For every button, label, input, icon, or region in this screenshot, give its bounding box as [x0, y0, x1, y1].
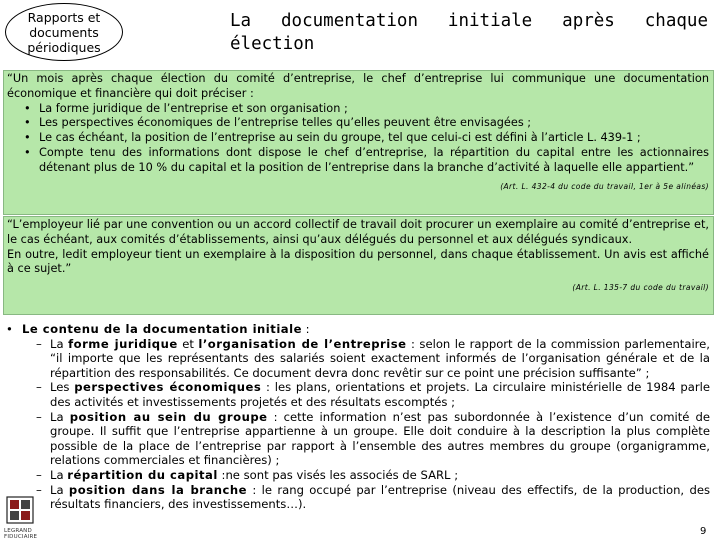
item-text: : le rang occupé par l’entreprise (niveau des effectifs, de la production, des résultats financiers, des investissements…). — [50, 482, 710, 512]
list-item: • Compte tenu des informations dont dispose le chef d’entreprise, la répartition du capital entre les actionnaires détenant plus de 10 % du capital et la position de l’entreprise dans la branche d’activité à laquelle elle appartient.” — [39, 146, 709, 176]
item-bold: position dans la branche — [68, 482, 248, 497]
item-text: :ne sont pas visés les associés de SARL ; — [217, 467, 459, 482]
item-bold: forme juridique — [68, 336, 178, 351]
item-bold: répartition du capital — [67, 467, 218, 482]
item-text: et — [177, 336, 199, 351]
item-text: : cette information n’est pas subordonnée à l’existence d’un comité de groupe. Il suffit que l’entreprise appartienne à un groupe. Elle doit conduire à la description la plus complète possible de la place de l’entreprise par rapport à l’ensemble des autres membres du groupe (organigramme, relations commerciales et financières) ; — [50, 409, 711, 468]
section-label: Rapports et documents périodiques — [27, 9, 101, 55]
list-item — [50, 483, 710, 512]
content-section — [6, 322, 710, 512]
list-item: • Les perspectives économiques de l’entreprise telles qu’elles peuvent être envisagées ; — [39, 116, 709, 131]
item-text: : selon le rapport de la commission parlementaire, “il importe que les représentants des salariés soient exactement informés de l’organisation générale et de la répartition des responsabilités. Ce document devra donc revêtir sur ce point une précision suffisante” ; — [50, 336, 710, 380]
quote-list — [7, 102, 709, 176]
list-item — [50, 337, 710, 381]
legal-quote-box — [3, 216, 714, 315]
item-bold: l’organisation de l’entreprise — [198, 336, 407, 351]
list-item: • La forme juridique de l’entreprise et son organisation ; — [39, 102, 709, 117]
list-item — [50, 380, 710, 409]
item-text: : les plans, orientations et projets. La circulaire ministérielle de 1984 parle des activités et investissements projetés et des résultats escomptés ; — [50, 380, 710, 409]
item-text: Les — [50, 380, 75, 395]
legal-quote-box — [3, 70, 714, 215]
item-bold: perspectives économiques — [74, 380, 262, 395]
quote-paragraph: “L’employeur lié par une convention ou un accord collectif de travail doit procurer un exemplaire au comité d’entreprise et, le cas échéant, aux comités d’établissements, ainsi qu’aux délégués du personnel et aux délégués syndicaux. — [7, 218, 709, 246]
item-text: La — [50, 482, 69, 497]
section-heading — [6, 322, 710, 337]
logo-mark-icon — [6, 496, 34, 526]
section-oval — [5, 3, 123, 61]
item-text: La — [50, 409, 70, 424]
legal-reference: (Art. L. 135-7 du code du travail) — [572, 283, 709, 293]
item-bold: position au sein du groupe — [69, 409, 268, 424]
page-number: 9 — [700, 526, 707, 537]
company-logo — [4, 496, 64, 538]
quote-intro: “Un mois après chaque élection du comité d’entreprise, le chef d’entreprise lui communique une documentation économique et financière qui doit préciser : — [7, 72, 709, 100]
item-text: La — [50, 467, 68, 482]
list-item: • Le cas échéant, la position de l’entreprise au sein du groupe, tel que celui-ci est défini à l’article L. 439-1 ; — [39, 131, 709, 146]
list-item — [50, 468, 710, 483]
quote-paragraph: En outre, ledit employeur tient un exemplaire à la disposition du personnel, dans chaque établissement. Un avis est affiché à ce sujet.” — [7, 247, 709, 276]
heading-bold: Le contenu de la documentation initiale — [22, 322, 302, 336]
legal-reference: (Art. L. 432-4 du code du travail, 1er à 5e alinéas) — [500, 181, 709, 191]
logo-text: LEGRAND FIDUCIAIRE — [4, 528, 38, 540]
heading-rest: : — [301, 322, 310, 336]
item-text: La — [50, 336, 69, 351]
page-title: La documentation initiale après chaque élection — [230, 11, 708, 54]
list-item — [50, 410, 710, 468]
content-list — [6, 337, 710, 512]
